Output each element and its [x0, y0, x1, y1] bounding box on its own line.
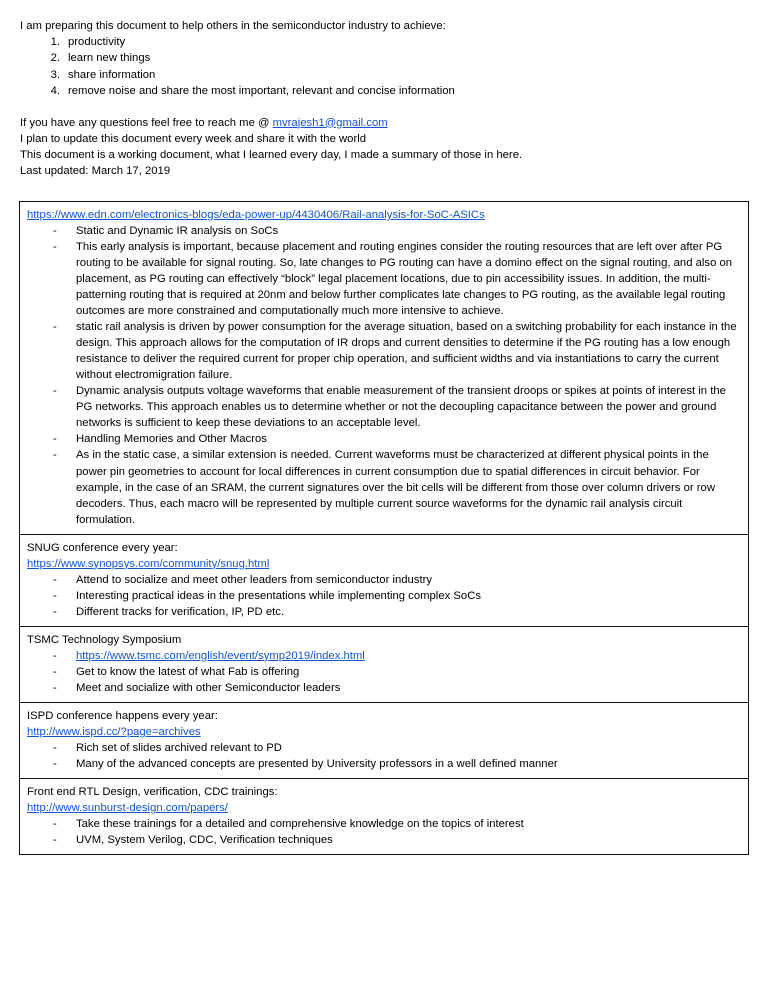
bullet-text: static rail analysis is driven by power consumption for the average situation, based on a switching probability for each instance in the design. This approach allows for the computation of IR drops and current densities to determine if the PG routing has a low enough resistance to deliver the required current for proper chip operation, and sufficient widths and via instantiations to carry the current without electromigration failure. — [76, 321, 737, 382]
list-item — [27, 223, 741, 239]
bullet-text: Many of the advanced concepts are presented by University professors in a well defined manner — [76, 758, 558, 770]
list-item — [27, 832, 741, 848]
list-item — [27, 648, 741, 664]
dash-marker-icon: - — [53, 573, 57, 586]
list-item — [27, 680, 741, 696]
list-item — [20, 50, 748, 66]
working-note-line: This document is a working document, what I learned every day, I made a summary of those in here. — [20, 148, 523, 161]
bullet-text: Get to know the latest of what Fab is offering — [76, 665, 300, 678]
goal-text: learn new things — [68, 52, 151, 65]
bullet-text: Attend to socialize and meet other leaders from semiconductor industry — [76, 573, 433, 586]
bullet-text: This early analysis is important, because placement and routing engines consider the routing resources that are left over after PG routing to be available for signal routing. So, late changes to PG routing can have a domino effect on the signal routing, and also on placement, as PG routing can effectively “block” legal placement locations, due to pin accessibility issues. In addition, the multi-patterning routing that is required at 20nm and below further complicates late changes to PG routing, as the available legal routing outcomes are more constrained and computationally much more intensive to achieve. — [76, 241, 733, 318]
intro-spacer — [20, 100, 748, 115]
dash-marker-icon: - — [53, 241, 57, 254]
resources-table — [19, 201, 749, 855]
bullet-text: UVM, System Verilog, CDC, Verification techniques — [76, 834, 333, 847]
list-item — [27, 588, 741, 604]
sunburst-link[interactable]: http://www.sunburst-design.com/papers/ — [27, 802, 228, 815]
ispd-title: ISPD conference happens every year: — [27, 709, 218, 722]
bullet-text: Rich set of slides archived relevant to PD — [76, 741, 282, 754]
list-item — [27, 604, 741, 620]
dash-marker-icon: - — [53, 741, 57, 754]
list-item — [27, 431, 741, 447]
tsmc-bullets — [27, 648, 741, 696]
ispd-link[interactable]: http://www.ispd.cc/?page=archives — [27, 725, 201, 738]
list-item — [27, 816, 741, 832]
snug-title: SNUG conference every year: — [27, 541, 178, 554]
bullet-text: As in the static case, a similar extension is needed. Current waveforms must be characterized at different physical points in the power pin geometries to account for local differences in current consumption due to spatial differences in circuit behavior. For example, in the case of an SRAM, the current signatures over the bit cells will be different from those over column drivers or row decoders. Thus, each macro will be represented by multiple current source waveforms for the dynamic rail analysis circuit formulation. — [76, 449, 715, 526]
section-link-head — [27, 724, 741, 740]
dash-marker-icon: - — [53, 225, 57, 238]
table-row — [20, 627, 748, 703]
snug-bullets — [27, 572, 741, 620]
dash-marker-icon: - — [53, 433, 57, 446]
list-item — [27, 447, 741, 527]
section-link-head — [27, 207, 741, 223]
tsmc-link[interactable]: https://www.tsmc.com/english/event/symp2019/index.html — [76, 649, 365, 662]
dash-marker-icon: - — [53, 385, 57, 398]
bullet-text: Interesting practical ideas in the presentations while implementing complex SoCs — [76, 589, 482, 602]
list-item — [27, 239, 741, 319]
rail-analysis-link[interactable]: https://www.edn.com/electronics-blogs/eda-power-up/4430406/Rail-analysis-for-SoC-ASICs — [27, 209, 485, 221]
goal-text: productivity — [68, 36, 126, 49]
goal-text: share information — [68, 68, 156, 81]
dash-marker-icon: - — [53, 818, 57, 831]
bullet-text: Meet and socialize with other Semiconductor leaders — [76, 681, 341, 694]
bullet-text: Different tracks for verification, IP, PD etc. — [76, 605, 285, 618]
dash-marker-icon: - — [53, 589, 57, 602]
table-row — [20, 202, 748, 535]
bullet-text: Dynamic analysis outputs voltage waveforms that enable measurement of the transient droops or spikes at points of interest in the PG networks. This approach enables us to determine whether or not the decoupling capacitance between the power and ground networks is sufficient to keep these deviations to an acceptable level. — [76, 385, 726, 430]
contact-line — [20, 115, 748, 131]
table-row — [20, 779, 748, 854]
list-item — [27, 572, 741, 588]
dash-marker-icon: - — [53, 605, 57, 618]
bullet-text: Take these trainings for a detailed and comprehensive knowledge on the topics of interest — [76, 818, 524, 831]
update-plan-line: I plan to update this document every week and share it with the world — [20, 132, 367, 145]
list-item — [27, 383, 741, 431]
intro-block — [20, 18, 748, 179]
snug-link[interactable]: https://www.synopsys.com/community/snug.html — [27, 557, 270, 570]
sunburst-title: Front end RTL Design, verification, CDC trainings: — [27, 786, 278, 799]
tsmc-title: TSMC Technology Symposium — [27, 633, 182, 646]
goal-number: 1. — [50, 36, 60, 49]
goal-number: 2. — [50, 52, 60, 65]
list-item — [20, 83, 748, 99]
last-updated-line: Last updated: March 17, 2019 — [20, 164, 171, 177]
ispd-bullets — [27, 740, 741, 772]
dash-marker-icon: - — [53, 649, 57, 662]
dash-marker-icon: - — [53, 321, 57, 334]
dash-marker-icon: - — [53, 681, 57, 694]
goal-number: 4. — [50, 85, 60, 98]
sunburst-bullets — [27, 816, 741, 848]
dash-marker-icon: - — [53, 665, 57, 678]
email-link[interactable]: mvrajesh1@gmail.com — [272, 116, 388, 129]
bullet-text: Static and Dynamic IR analysis on SoCs — [76, 225, 279, 238]
dash-marker-icon: - — [53, 834, 57, 847]
bullet-link-text — [76, 648, 741, 664]
dash-marker-icon: - — [53, 449, 57, 462]
table-row — [20, 535, 748, 627]
dash-marker-icon: - — [53, 758, 57, 770]
list-item — [27, 756, 741, 772]
contact-prefix: If you have any questions feel free to reach me @ — [20, 116, 273, 129]
goals-list — [20, 34, 748, 100]
bullet-text: Handling Memories and Other Macros — [76, 433, 267, 446]
section-link-head — [27, 800, 741, 816]
goal-number: 3. — [50, 68, 60, 81]
table-row — [20, 703, 748, 779]
goal-text: remove noise and share the most important, relevant and concise information — [68, 85, 455, 98]
intro-heading: I am preparing this document to help others in the semiconductor industry to achieve: — [20, 20, 446, 32]
section-link-head — [27, 556, 741, 572]
list-item — [27, 319, 741, 383]
rail-analysis-bullets — [27, 223, 741, 528]
list-item — [20, 34, 748, 50]
list-item — [27, 664, 741, 680]
list-item — [20, 67, 748, 83]
list-item — [27, 740, 741, 756]
